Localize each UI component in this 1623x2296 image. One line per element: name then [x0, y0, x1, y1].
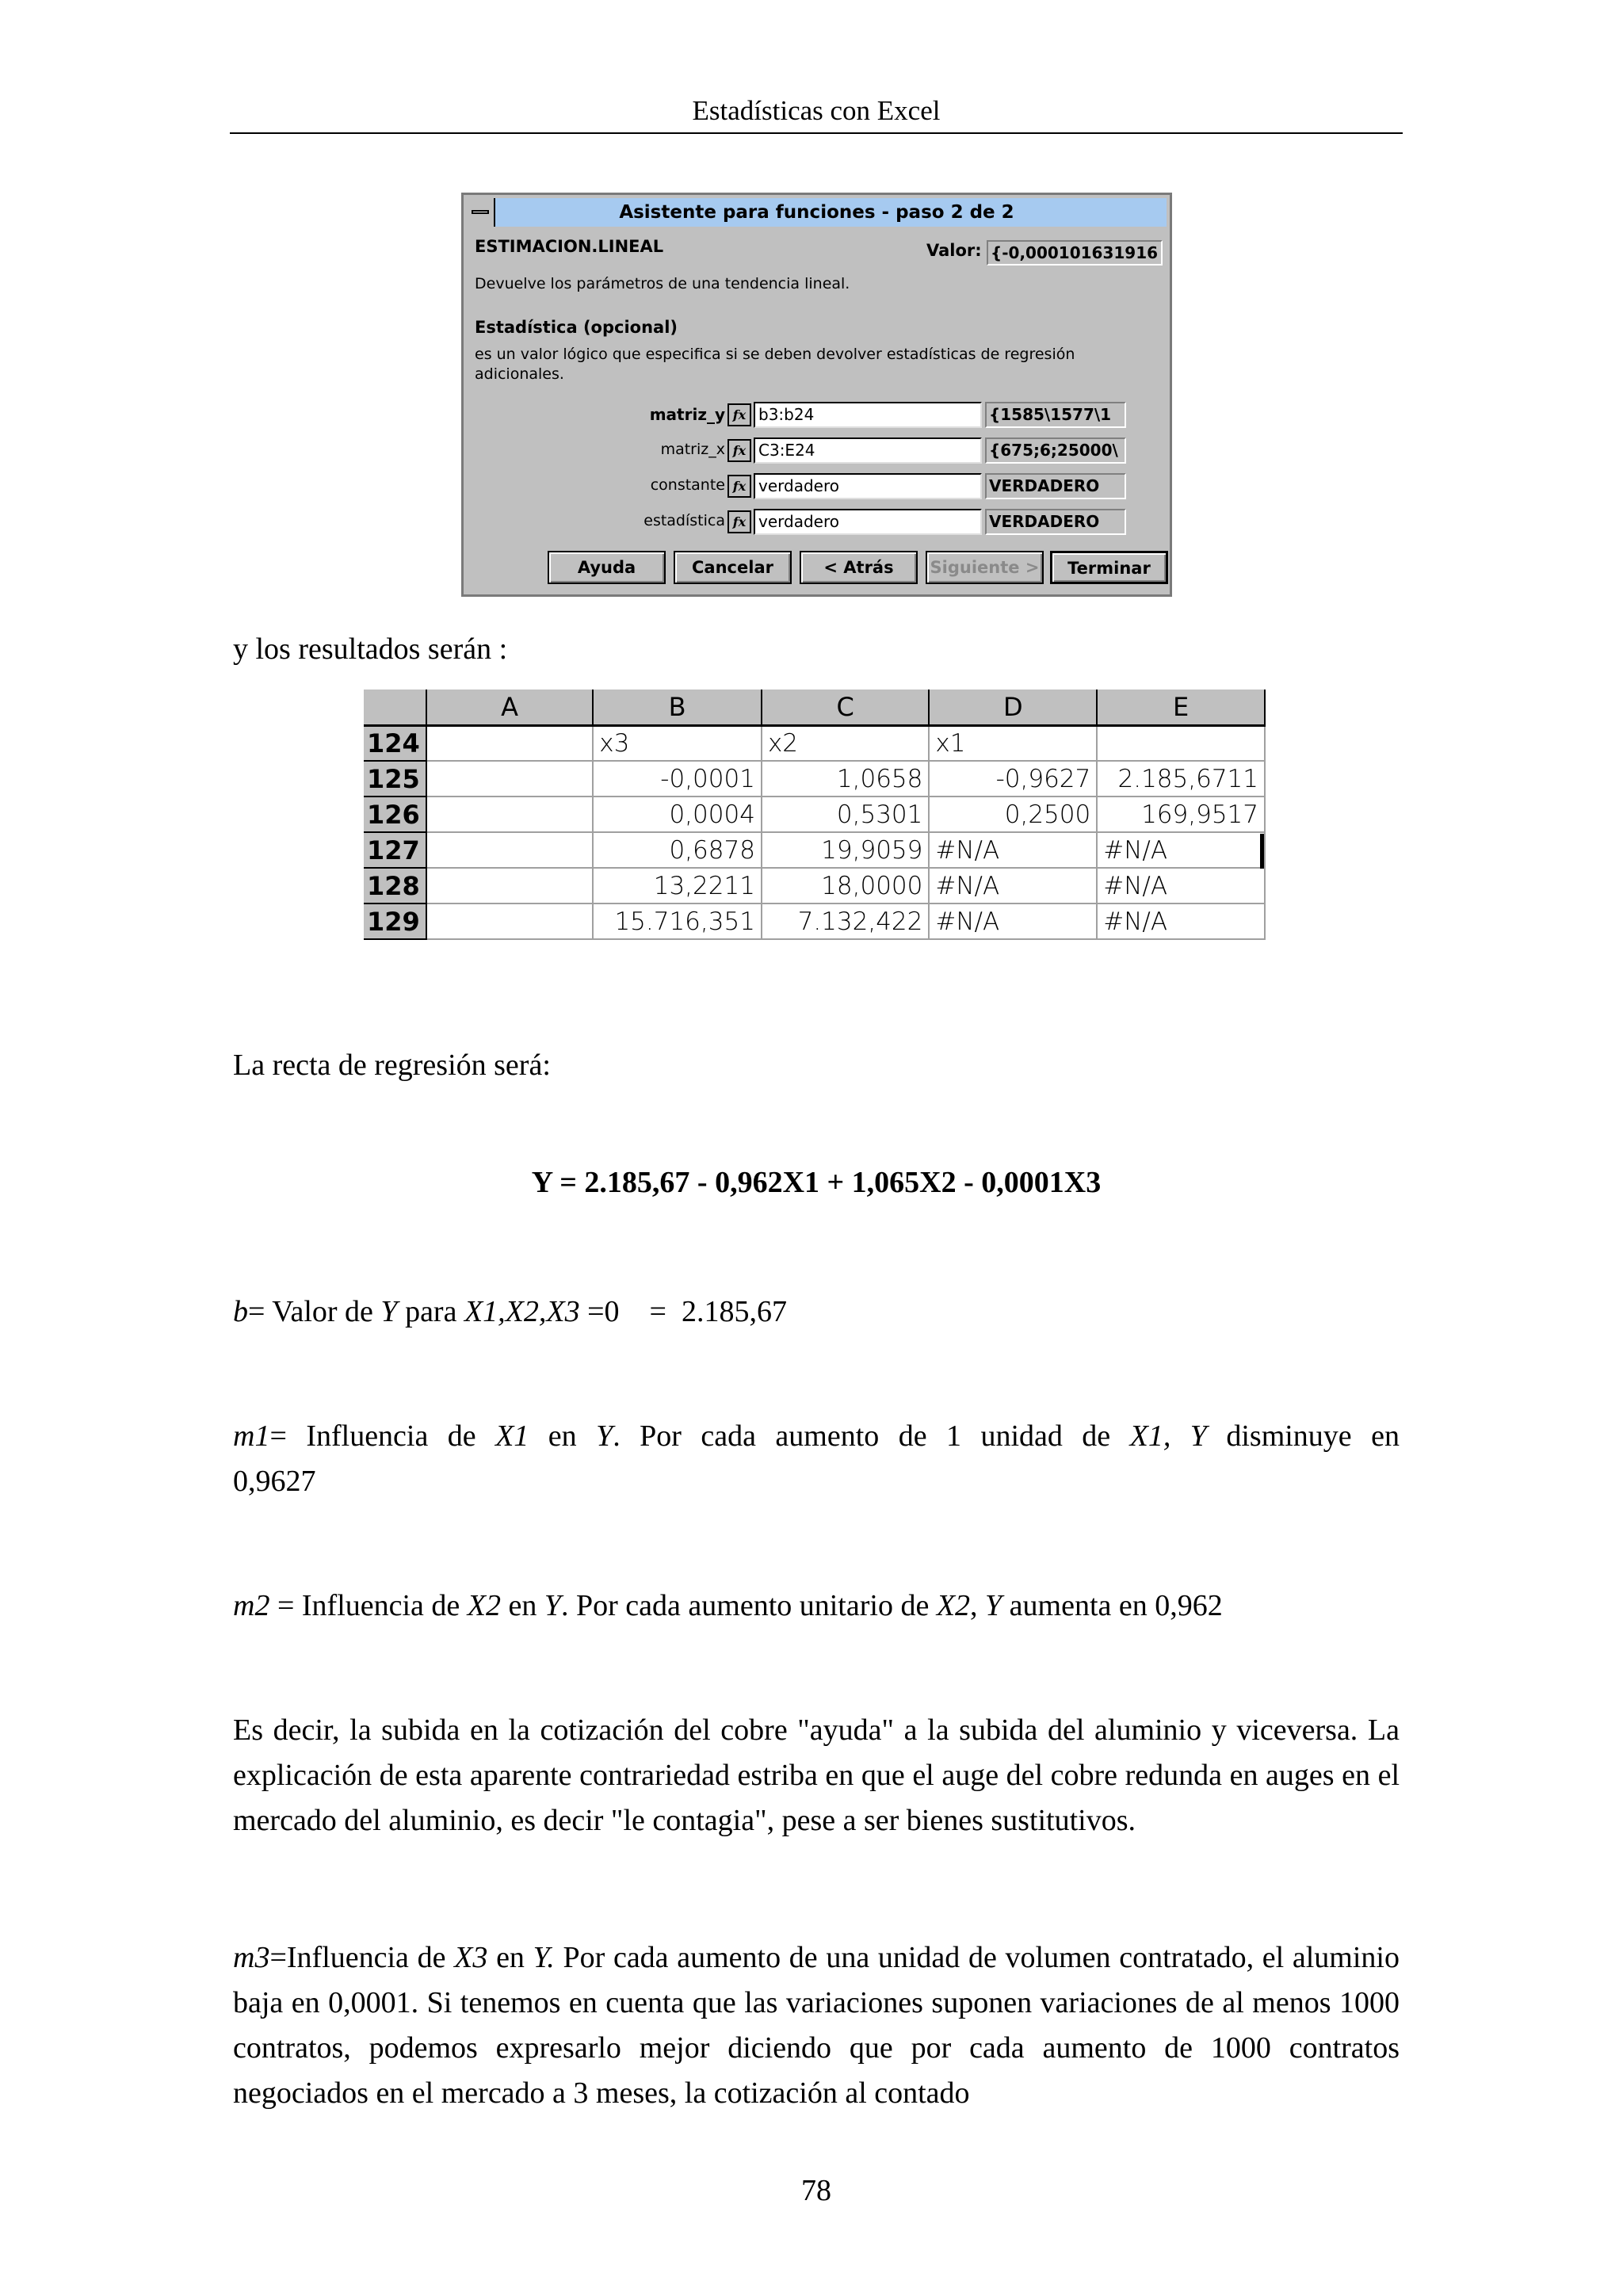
- back-button[interactable]: < Atrás: [800, 551, 918, 584]
- cell[interactable]: 7.132,422: [762, 904, 929, 939]
- fx-icon[interactable]: fx: [727, 439, 751, 462]
- m1-text-3: . Por cada aumento de 1 unidad de: [613, 1419, 1130, 1453]
- cell[interactable]: #N/A: [1097, 832, 1265, 868]
- table-row: [364, 797, 1265, 832]
- m2-text-3: . Por cada aumento unitario de: [561, 1589, 937, 1622]
- cell[interactable]: 0,5301: [762, 797, 929, 832]
- m2-paragraph: [233, 1584, 1400, 1629]
- cell[interactable]: #N/A: [1097, 904, 1265, 939]
- column-header[interactable]: A: [426, 690, 593, 725]
- table-row: [364, 832, 1265, 868]
- cell[interactable]: 15.716,351: [593, 904, 762, 939]
- cell[interactable]: -0,9627: [929, 761, 1097, 797]
- b-y-symbol: Y: [380, 1295, 398, 1328]
- cell[interactable]: [426, 832, 593, 868]
- m2-x2: X2: [467, 1589, 501, 1622]
- m3-text-1: =Influencia de: [269, 1941, 455, 1974]
- b-vars: X1,X2,X3: [464, 1295, 580, 1328]
- dialog-title: Asistente para funciones - paso 2 de 2: [467, 198, 1167, 227]
- row-header[interactable]: 124: [364, 725, 426, 761]
- m3-paragraph: [233, 1935, 1400, 2116]
- b-value: =0 = 2.185,67: [579, 1295, 787, 1328]
- arg-input-matriz-x[interactable]: C3:E24: [754, 437, 982, 464]
- cell[interactable]: 18,0000: [762, 868, 929, 904]
- m1-text-2: en: [529, 1419, 597, 1453]
- fx-icon[interactable]: fx: [727, 475, 751, 498]
- m2-text-5: aumenta en 0,962: [1002, 1589, 1223, 1622]
- column-header[interactable]: E: [1097, 690, 1265, 725]
- b-text-1: = Valor de: [248, 1295, 381, 1328]
- results-intro: y los resultados serán :: [233, 632, 508, 666]
- m2-text-2: en: [501, 1589, 544, 1622]
- fx-icon[interactable]: fx: [727, 510, 751, 533]
- row-header[interactable]: 126: [364, 797, 426, 832]
- cell-cursor-marker: [1260, 834, 1264, 869]
- cell[interactable]: [426, 904, 593, 939]
- m3-symbol: m3: [233, 1941, 270, 1974]
- fx-icon[interactable]: fx: [727, 403, 751, 426]
- cell[interactable]: #N/A: [929, 904, 1097, 939]
- m3-y: Y.: [533, 1941, 555, 1974]
- argument-help-line-1: es un valor lógico que especifica si se deben devolver estadísticas de regresión: [475, 346, 1075, 363]
- cell[interactable]: -0,0001: [593, 761, 762, 797]
- cell[interactable]: [1097, 725, 1265, 761]
- cell[interactable]: 0,6878: [593, 832, 762, 868]
- cell[interactable]: 19,9059: [762, 832, 929, 868]
- cell[interactable]: 0,0004: [593, 797, 762, 832]
- function-wizard-dialog: [461, 193, 1172, 597]
- cell[interactable]: x3: [593, 725, 762, 761]
- regression-intro: La recta de regresión será:: [233, 1049, 551, 1082]
- m3-x3: X3: [454, 1941, 488, 1974]
- next-button[interactable]: Siguiente >: [926, 551, 1044, 584]
- row-header[interactable]: 129: [364, 904, 426, 939]
- arg-input-estadistica[interactable]: verdadero: [754, 509, 982, 535]
- table-row: [364, 725, 1265, 761]
- running-header: Estadísticas con Excel: [692, 95, 941, 126]
- argument-title: Estadística (opcional): [475, 318, 678, 337]
- m2-y: Y: [544, 1589, 562, 1622]
- row-header[interactable]: 128: [364, 868, 426, 904]
- arg-label-constante: constante: [650, 476, 725, 494]
- finish-button[interactable]: Terminar: [1050, 551, 1168, 584]
- table-row: [364, 868, 1265, 904]
- m1-x1-y: X1, Y: [1129, 1419, 1207, 1453]
- cell[interactable]: x1: [929, 725, 1097, 761]
- help-button[interactable]: Ayuda: [548, 551, 666, 584]
- column-header[interactable]: D: [929, 690, 1097, 725]
- function-name: ESTIMACION.LINEAL: [475, 237, 664, 256]
- arg-label-matriz-y: matriz_y: [649, 405, 725, 424]
- arg-label-matriz-x: matriz_x: [660, 441, 725, 458]
- valor-label: Valor:: [926, 241, 982, 260]
- column-header[interactable]: C: [762, 690, 929, 725]
- row-header[interactable]: 125: [364, 761, 426, 797]
- cell[interactable]: x2: [762, 725, 929, 761]
- table-row: [364, 904, 1265, 939]
- column-header-row: [364, 690, 1265, 725]
- argument-help-line-2: adicionales.: [475, 365, 564, 383]
- m1-symbol: m1: [233, 1419, 270, 1453]
- cell[interactable]: 1,0658: [762, 761, 929, 797]
- arg-input-constante[interactable]: verdadero: [754, 473, 982, 499]
- arg-value-matriz-y: {1585\1577\1: [985, 402, 1126, 428]
- b-symbol: b: [233, 1295, 248, 1328]
- cell[interactable]: [426, 868, 593, 904]
- cell[interactable]: #N/A: [929, 868, 1097, 904]
- table-row: [364, 761, 1265, 797]
- valor-field: {-0,000101631916: [987, 240, 1163, 266]
- m1-text-4: disminuye en: [1206, 1419, 1400, 1453]
- b-text-2: para: [397, 1295, 464, 1328]
- arg-label-estadistica: estadística: [643, 512, 725, 529]
- results-spreadsheet: [364, 690, 1266, 951]
- cell[interactable]: [426, 797, 593, 832]
- cell[interactable]: #N/A: [929, 832, 1097, 868]
- header-rule: [230, 132, 1403, 134]
- row-header[interactable]: 127: [364, 832, 426, 868]
- cell[interactable]: [426, 761, 593, 797]
- m1-paragraph-line-2: 0,9627: [233, 1465, 316, 1498]
- arg-value-matriz-x: {675;6;25000\: [985, 437, 1126, 464]
- m2-x2-b: X2: [936, 1589, 971, 1622]
- m2-symbol: m2: [233, 1589, 270, 1622]
- arg-value-constante: VERDADERO: [985, 473, 1126, 499]
- m1-text-1: = Influencia de: [269, 1419, 496, 1453]
- cell[interactable]: 169,9517: [1097, 797, 1265, 832]
- page-number: 78: [801, 2174, 831, 2207]
- cell[interactable]: 13,2211: [593, 868, 762, 904]
- function-description: Devuelve los parámetros de una tendencia lineal.: [475, 275, 850, 292]
- cell[interactable]: 2.185,6711: [1097, 761, 1265, 797]
- corner-cell[interactable]: [364, 690, 426, 725]
- cell[interactable]: 0,2500: [929, 797, 1097, 832]
- m2-y-b: Y: [985, 1589, 1002, 1622]
- m3-text-3: Por cada aumento de una unidad de volumen contratado, el aluminio baja en 0,0001. Si tenemos en cuenta que las variaciones suponen variaciones de al menos 1000 contratos, podemos expresarlo mejor diciendo que por cada aumento de 1000 contratos negociados en el mercado a 3 meses, la cotización al contado: [233, 1941, 1400, 2110]
- arg-input-matriz-y[interactable]: b3:b24: [754, 402, 982, 428]
- system-menu-icon[interactable]: [467, 198, 495, 227]
- m2-text-1: = Influencia de: [269, 1589, 468, 1622]
- b-paragraph: [233, 1289, 1400, 1335]
- regression-formula: Y = 2.185,67 - 0,962X1 + 1,065X2 - 0,0001X3: [531, 1166, 1102, 1199]
- arg-value-estadistica: VERDADERO: [985, 509, 1126, 535]
- m1-x1: X1: [495, 1419, 529, 1453]
- es-decir-paragraph: Es decir, la subida en la cotización del cobre "ayuda" a la subida del aluminio y viceversa. La explicación de esta aparente contrariedad estriba en que el auge del cobre redunda en auges en el mercado del aluminio, es decir "le contagia", pese a ser bienes sustitutivos.: [233, 1713, 1400, 1837]
- m3-text-2: en: [487, 1941, 533, 1974]
- m1-paragraph-line-1: [233, 1414, 1400, 1459]
- column-header[interactable]: B: [593, 690, 762, 725]
- cancel-button[interactable]: Cancelar: [674, 551, 792, 584]
- m2-text-4: ,: [970, 1589, 986, 1622]
- cell[interactable]: [426, 725, 593, 761]
- cell[interactable]: #N/A: [1097, 868, 1265, 904]
- m1-y: Y: [596, 1419, 613, 1453]
